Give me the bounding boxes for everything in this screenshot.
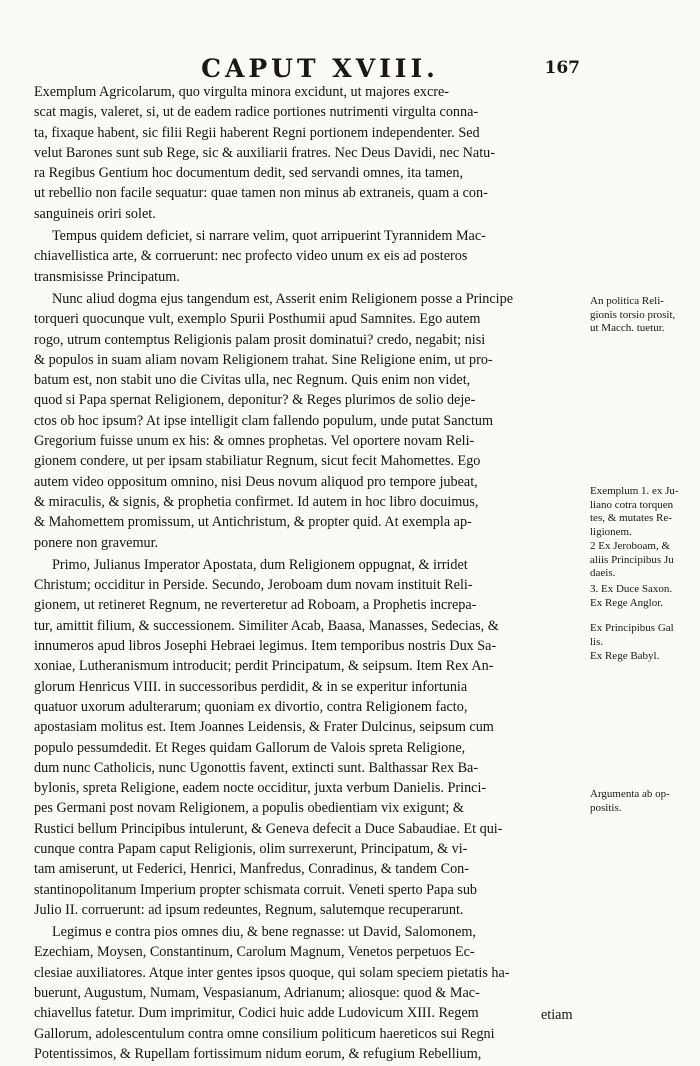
text-line: sanguineis oriri solet. <box>34 205 156 222</box>
text-line: buerunt, Augustum, Numam, Vespasianum, Adrianum; aliosque: quod & Mac- <box>34 985 480 1002</box>
text-line: ponere non gravemur. <box>34 534 159 551</box>
text-line: Gallorum, adolescentulum contra omne consilium politicum haereticos sui Regni <box>34 1025 495 1042</box>
text-line: glorum Henricus VIII. in successoribus perdidit, & in se experitur infortunia <box>34 678 468 695</box>
text-line: autem video oppositum omnino, nisi Deus novum aliquod pro tempore jubeat, <box>34 473 478 490</box>
margin-note <box>590 622 700 649</box>
text-line: populo pessumdedit. Et Reges quidam Gallorum de Valois spreta Religione, <box>34 739 466 756</box>
text-line: gionem, ut retineret Regnum, ne reverteretur ad Roboam, a Prophetis increpa- <box>34 597 477 614</box>
page-number: 167 <box>544 58 580 78</box>
margin-line: lis. <box>590 635 604 648</box>
main-text <box>34 82 582 1066</box>
text-line: ta, fixaque habent, sic filii Regii haberent Regni portionem independenter. Sed <box>34 124 480 141</box>
paragraph <box>34 226 582 287</box>
text-line: & Mahomettem promissum, ut Antichristum, & propter quid. At exempla ap- <box>34 514 472 531</box>
text-line: cunque contra Papam caput Religionis, olim surrexerunt, Principatum, & vi- <box>34 840 468 857</box>
text-line: Julio II. corruerunt: ad ipsum redeuntes, Regnum, salutemque recuperarunt. <box>34 901 464 918</box>
margin-line: Exemplum 1. ex Ju- <box>590 485 679 497</box>
margin-line: Argumenta ab op- <box>590 788 670 800</box>
text-line: ut rebellio non facile sequatur: quae tamen non minus ab extraneis, quam a con- <box>34 185 488 202</box>
text-line: chiavellistica arte, & corruerunt: nec profecto video unum ex eis ad posteros <box>34 248 468 265</box>
margin-note <box>590 485 700 539</box>
margin-line: ut Macch. tuetur. <box>590 322 665 334</box>
margin-note <box>590 788 700 815</box>
text-line: stantinopolitanum Imperium propter schismata corruit. Veneti sperto Papa sub <box>34 881 478 898</box>
margin-line: positis. <box>590 801 622 814</box>
paragraph <box>34 555 582 920</box>
margin-note <box>590 583 700 610</box>
margin-line: gionis torsio prosit, <box>590 308 676 321</box>
text-line: clesiae auxiliatores. Atque inter gentes ipsos quoque, qui solam speciem pietatis ha- <box>34 964 510 981</box>
text-line: velut Barones sunt sub Rege, sic & auxiliarii fratres. Nec Deus Davidi, nec Natu- <box>34 144 495 161</box>
text-line: Ezechiam, Moysen, Constantinum, Carolum Magnum, Venetos perpetuos Ec- <box>34 944 475 961</box>
paragraph <box>34 289 582 553</box>
margin-line: An politica Reli- <box>590 295 664 307</box>
margin-line: Ex Principibus Gal <box>590 622 674 634</box>
margin-note <box>590 650 700 664</box>
text-line: Potentissimos, & Rupellam fortissimum nidum eorum, & refugium Rebellium, <box>34 1045 482 1062</box>
text-line: Primo, Julianus Imperator Apostata, dum Religionem oppugnat, & irridet <box>52 556 468 573</box>
text-line: ctos ob hoc ipsum? At ipse intelligit clam fallendo populum, unde putat Sanctum <box>34 412 494 429</box>
text-line: transmisisse Principatum. <box>34 268 180 285</box>
text-line: Tempus quidem deficiet, si narrare velim, quot arripuerint Tyrannidem Mac- <box>52 228 486 245</box>
text-line: Christum; occiditur in Perside. Secundo, Jeroboam dum novam instituit Reli- <box>34 577 473 594</box>
text-line: Legimus e contra pios omnes diu, & bene regnasse: ut David, Salomonem, <box>52 924 476 941</box>
text-line: Exemplum Agricolarum, quo virgulta minora excidunt, ut majores excre- <box>34 84 450 100</box>
text-line: tur, amittit filium, & successionem. Similiter Acab, Baasa, Manasses, Sedecias, & <box>34 617 499 634</box>
margin-line: Ex Rege Anglor. <box>590 596 664 609</box>
margin-note <box>590 295 700 336</box>
text-line: scat magis, valeret, si, ut de eadem radice portiones nutrimenti virgulta conna- <box>34 104 479 121</box>
margin-line: 3. Ex Duce Saxon. <box>590 583 673 595</box>
text-line: Gregorium fuisse unum ex his: & omnes prophetas. Vel oportere novam Reli- <box>34 433 475 450</box>
text-line: Rustici bellum Principibus intulerunt, & Geneva defecit a Duce Sabaudiae. Et qui- <box>34 820 503 837</box>
margin-line: aliis Principibus Ju <box>590 553 674 566</box>
text-line: tam amiserunt, ut Federici, Henrici, Manfredus, Conradinus, & tandem Con- <box>34 861 469 878</box>
margin-line: Ex Rege Babyl. <box>590 650 660 662</box>
margin-line: liano cotra torquen <box>590 498 674 511</box>
text-line: & miraculis, & signis, & prophetia confirmet. Id autem in hoc libro docuimus, <box>34 493 479 510</box>
margin-line: ligionem. <box>590 525 632 538</box>
text-line: chiavellus fatetur. Dum imprimitur, Codici huic adde Ludovicum XIII. Regem <box>34 1005 479 1022</box>
paragraph <box>34 82 582 224</box>
text-line: rogo, utrum contemptus Religionis palam prosit dominatui? credo, negabit; nisi <box>34 331 486 348</box>
margin-note <box>590 540 700 581</box>
catchword: etiam <box>541 1007 573 1023</box>
text-line: innumeros apud libros Josephi Hebraei legimus. Item temporibus nostris Dux Sa- <box>34 638 497 655</box>
text-line: & populos in suam aliam novam Religionem trahat. Sine Religione enim, ut pro- <box>34 351 493 368</box>
text-line: quatuor uxorum adulterarum; quoniam ex divortio, contra Religionem facto, <box>34 698 468 715</box>
text-line: batum est, non stabit uno die Civitas ulla, nec Regnum. Quis enim non videt, <box>34 372 471 389</box>
text-line: xoniae, Lutheranismum introducit; perdit Principatum, & seipsum. Item Rex An- <box>34 658 494 675</box>
text-line: apostasiam molitus est. Item Joannes Leidensis, & Frater Dulcinus, seipsum cum <box>34 719 494 736</box>
text-line: ra Regibus Gentium hoc documentum dedit, sed servandi omnes, ita tamen, <box>34 165 464 182</box>
text-line: torqueri quocunque vult, exemplo Spurii Posthumii apud Samnites. Ego autem <box>34 311 481 328</box>
chapter-title: CAPUT XVIII. <box>201 54 439 83</box>
text-line: bylonis, spreta Religione, eadem nocte occiditur, juxta verbum Danielis. Princi- <box>34 780 487 797</box>
margin-line: 2 Ex Jeroboam, & <box>590 540 671 552</box>
text-line: Nunc aliud dogma ejus tangendum est, Asserit enim Religionem posse a Principe <box>52 290 514 307</box>
text-line: quod si Papa spernat Religionem, deponitur? & Reges plurimos de solio deje- <box>34 392 476 409</box>
margin-line: tes, & mutates Re- <box>590 512 672 524</box>
text-line: dum nunc Catholicis, nunc Ugonottis favent, extincti sunt. Balthassar Rex Ba- <box>34 759 479 776</box>
margin-line: daeis. <box>590 567 616 579</box>
text-line: pes Germani post novam Religionem, a populis obedientiam vix exigunt; & <box>34 800 464 817</box>
text-line: gionem condere, ut per ipsam stabiliatur Regnum, sicut fecit Mahomettes. Ego <box>34 453 481 470</box>
running-header <box>60 52 580 86</box>
paragraph <box>34 922 582 1064</box>
